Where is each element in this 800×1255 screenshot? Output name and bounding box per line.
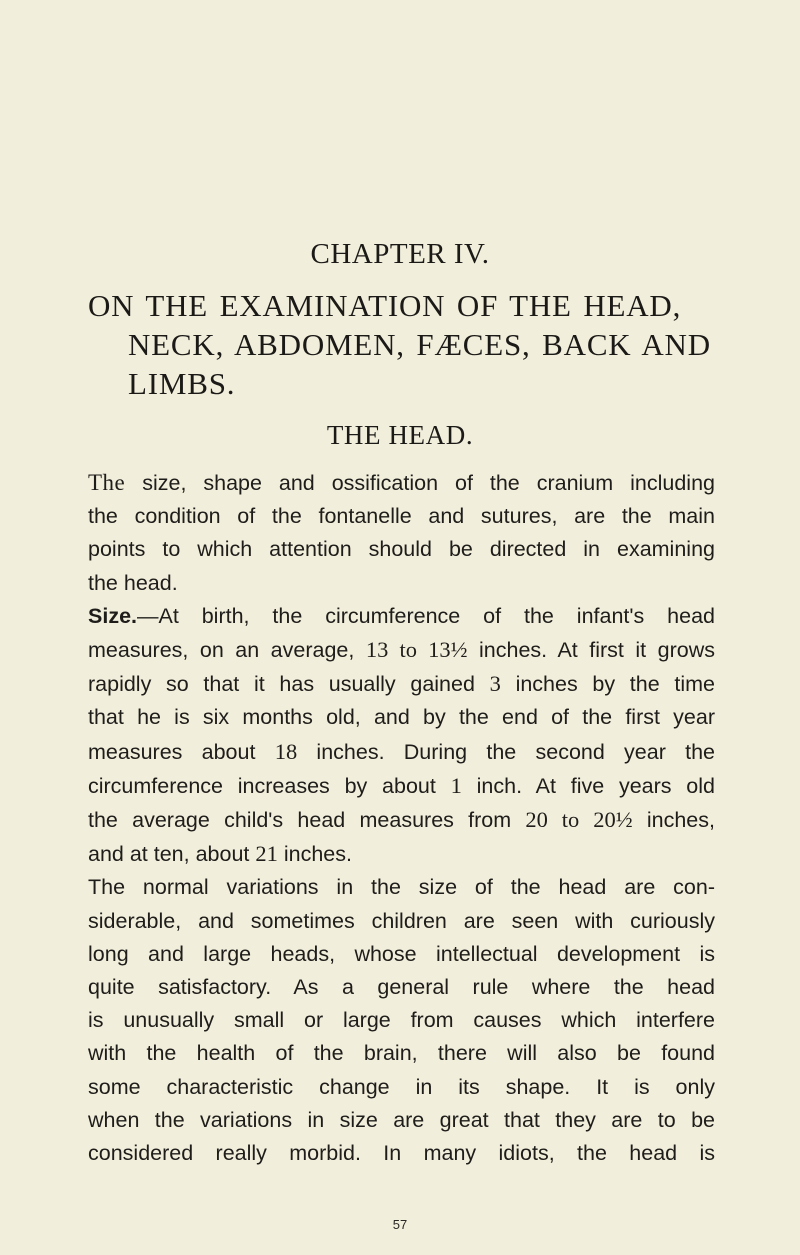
text-line: with the health of the brain, there will also be found (88, 1041, 715, 1066)
text-line: when the variations in size are great that they are to be (88, 1107, 715, 1132)
text-line: the condition of the fontanelle and sutures, are the main (88, 504, 715, 529)
section-heading: THE HEAD. (326, 420, 474, 450)
numeral: 20 to 20½ (525, 807, 633, 833)
chapter-title (88, 286, 728, 403)
text-line: points to which attention should be directed in examining (88, 537, 715, 562)
text-line: quite satisfactory. As a general rule where the head (88, 975, 715, 1000)
chapter-title-line: LIMBS. (128, 366, 236, 401)
chapter-title-line: NECK, ABDOMEN, FÆCES, BACK AND (128, 327, 711, 362)
text-line (88, 735, 715, 769)
numeral: 1 (450, 772, 462, 798)
text-line (88, 466, 715, 500)
numeral: 18 (274, 738, 298, 764)
text-fragment: rapidly so that it has usually gained (88, 672, 490, 697)
text-fragment: inches, (632, 808, 715, 833)
text-line (88, 633, 715, 667)
numeral: 21 (255, 841, 278, 867)
text-line (88, 837, 715, 871)
numeral: 13 to 13½ (365, 637, 468, 663)
text-fragment: inch. At five years old (461, 773, 715, 798)
text-line (88, 667, 715, 701)
small-caps-lead: The (88, 470, 126, 495)
text-line (88, 769, 715, 803)
text-fragment: measures about (88, 739, 275, 764)
body-text (88, 466, 715, 1170)
text-fragment: inches. At first it grows (467, 638, 715, 663)
text-line: siderable, and sometimes children are seen with curiously (88, 908, 715, 933)
text-line: the head. (88, 570, 178, 595)
page-number: 57 (392, 1217, 408, 1232)
text-fragment: inches by the time (500, 672, 715, 697)
text-fragment: measures, on an average, (88, 638, 366, 663)
chapter-title-line: ON THE EXAMINATION OF THE HEAD, (88, 288, 682, 323)
text-line: is unusually small or large from causes which interfere (88, 1008, 715, 1033)
text-fragment: the average child's head measures from (88, 808, 526, 833)
text-line: considered really morbid. In many idiots, the head is (88, 1141, 715, 1166)
text-fragment: inches. (277, 842, 352, 867)
text-line: long and large heads, whose intellectual development is (88, 941, 715, 966)
text-fragment: inches. During the second year the (297, 739, 715, 764)
run-in-heading: Size. (88, 603, 137, 628)
text-line (88, 803, 715, 837)
text-line: The normal variations in the size of the head are con- (88, 875, 715, 900)
text-line: that he is six months old, and by the end of the first year (88, 705, 715, 730)
text-fragment: —At birth, the circumference of the infant's head (137, 603, 715, 628)
text-fragment: circumference increases by about (88, 773, 451, 798)
text-line: some characteristic change in its shape. It is only (88, 1074, 715, 1099)
text-fragment: size, shape and ossification of the cranium including (125, 471, 715, 495)
text-line (88, 600, 715, 633)
numeral: 3 (489, 671, 501, 697)
text-fragment: and at ten, about (88, 842, 256, 867)
chapter-heading: CHAPTER IV. (310, 238, 490, 270)
